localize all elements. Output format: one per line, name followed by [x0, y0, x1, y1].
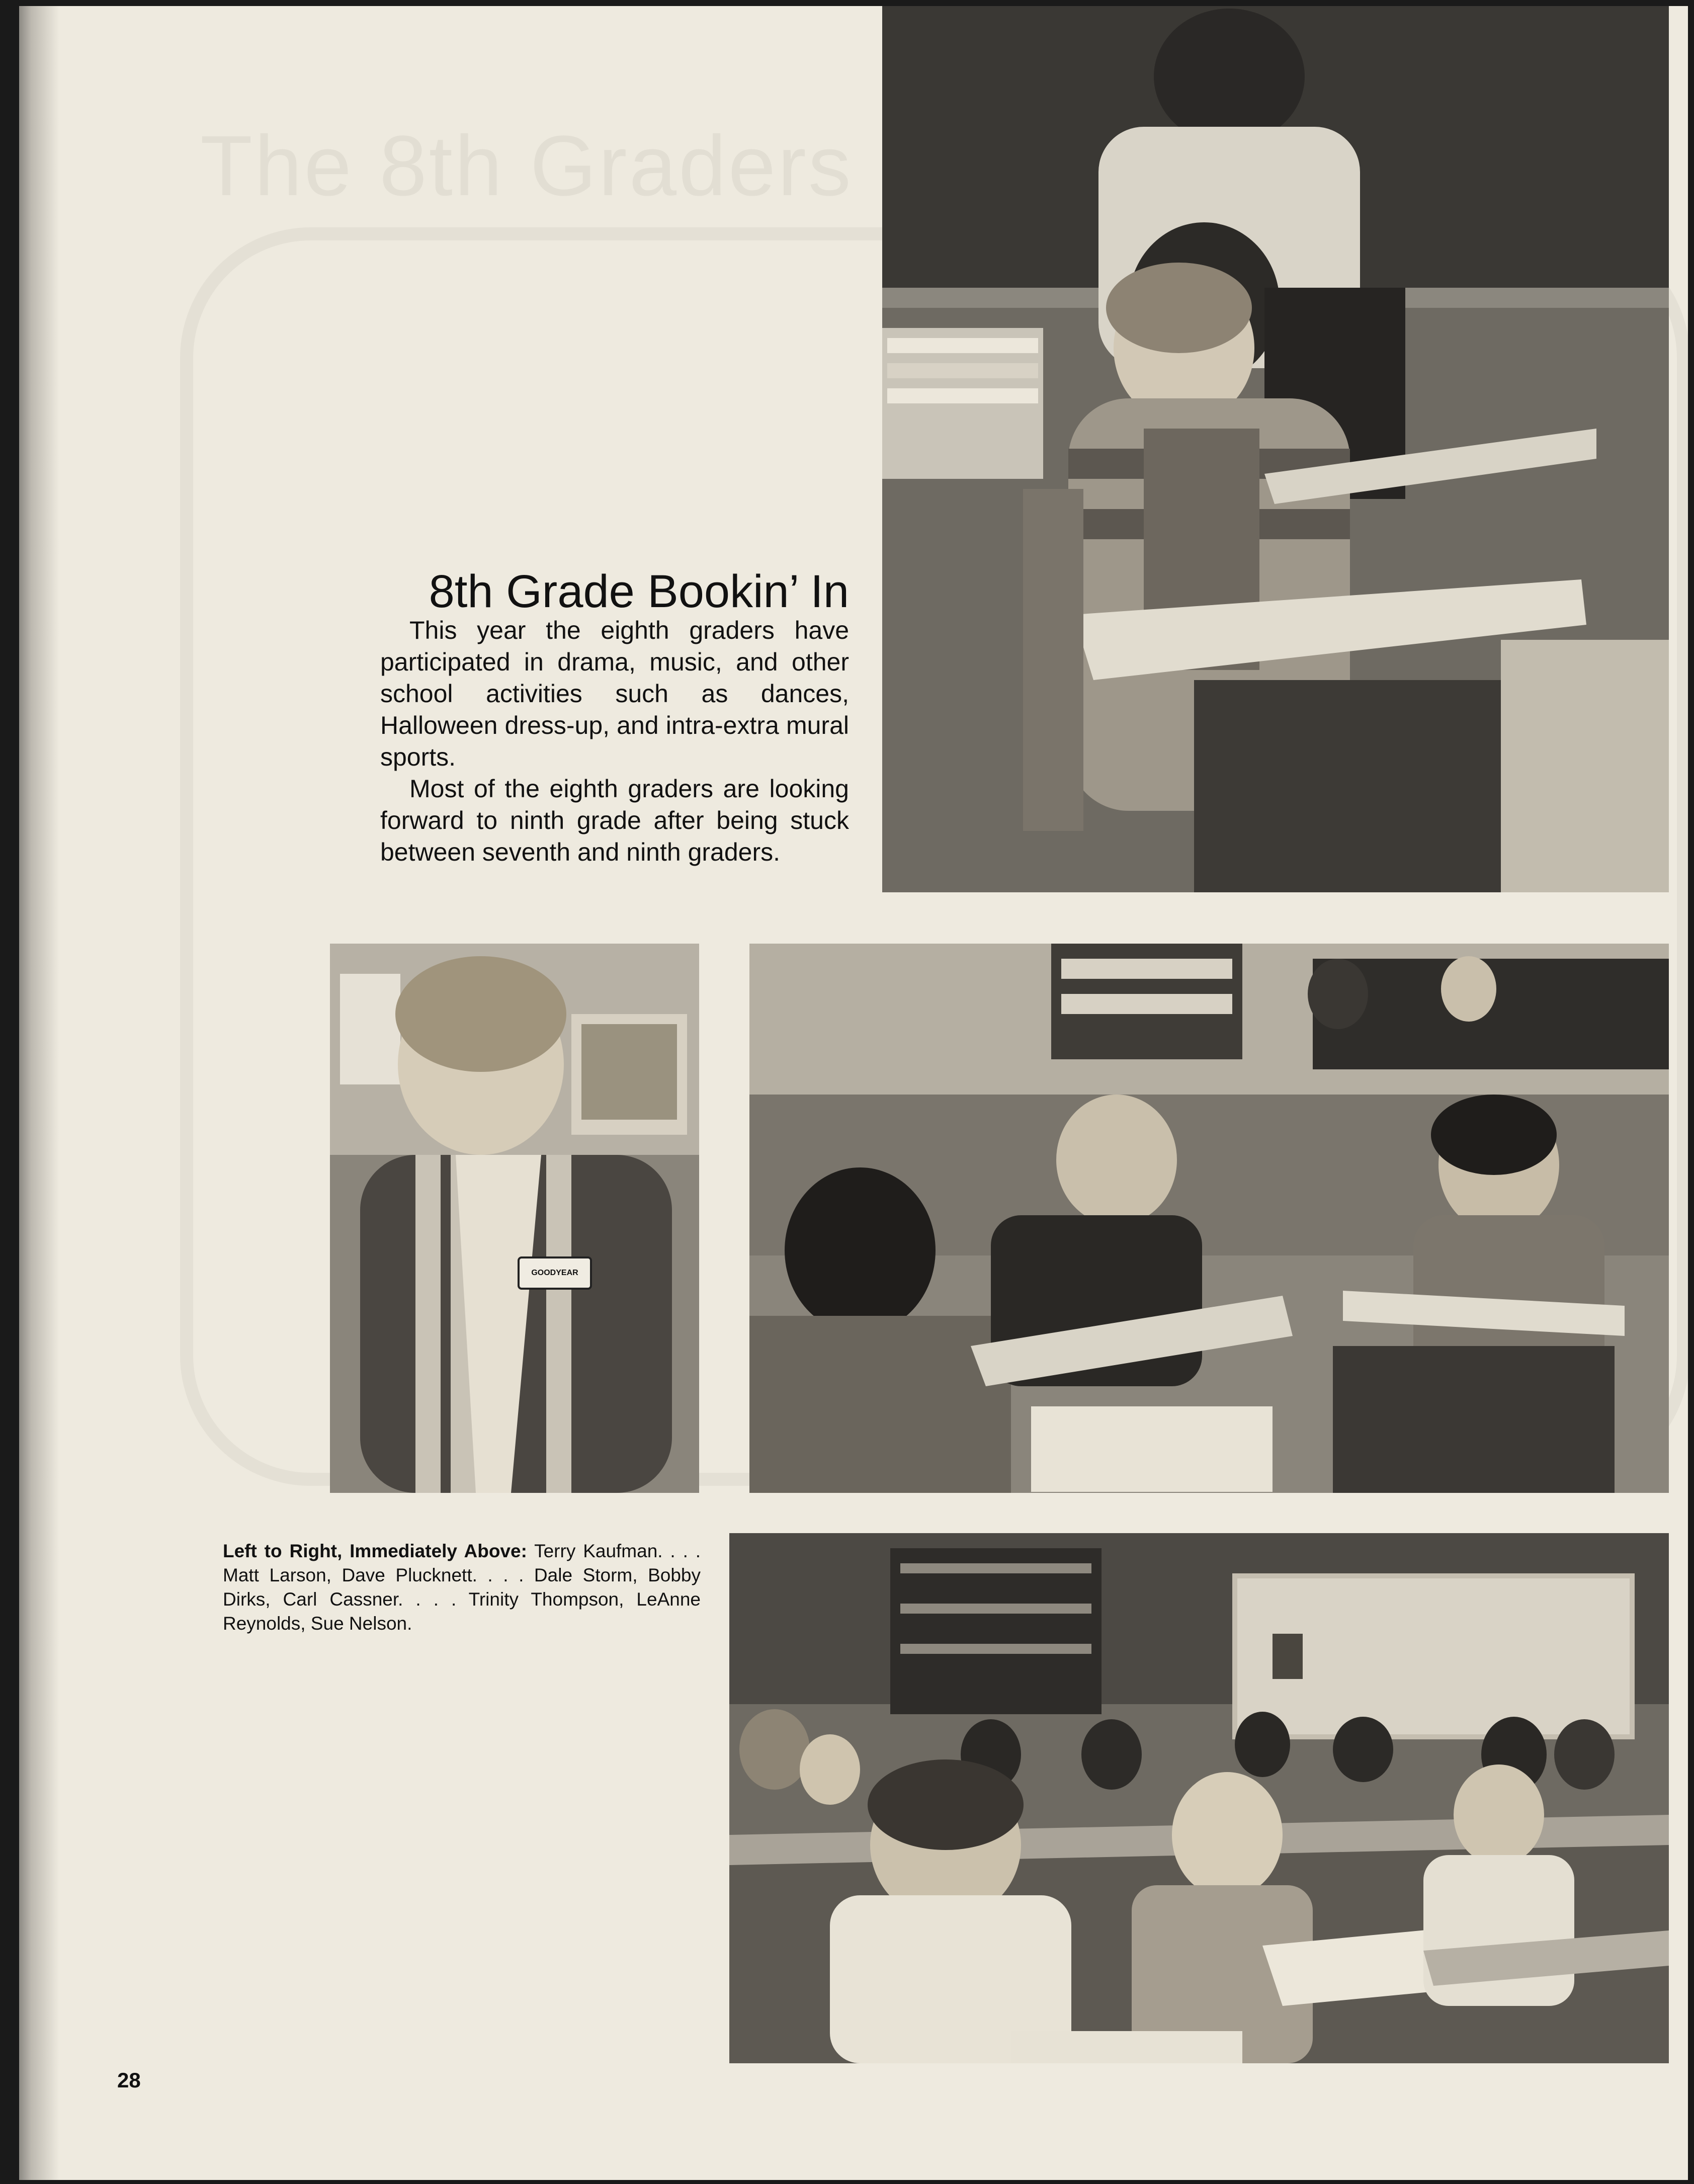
photo-students-at-chalkboard	[882, 6, 1669, 892]
photo-classroom-writing	[729, 1533, 1669, 2063]
caption-names: Terry Kaufman. . . . Matt Larson, Dave Plucknett. . . . Dale Storm, Bobby Dirks, Carl Cassner. . . . Trinity Thompson, LeAnne Reynolds, Sue Nelson.	[223, 1541, 701, 1634]
article-body	[380, 615, 849, 868]
body-paragraph-2: Most of the eighth graders are looking forward to ninth grade after being stuck between seventh and ninth graders.	[380, 775, 849, 866]
photo-caption	[223, 1539, 701, 1636]
article-headline: 8th Grade Bookin’ In	[429, 565, 849, 617]
yearbook-page	[19, 6, 1688, 2180]
body-paragraph-1: This year the eighth graders have participated in drama, music, and other school activities such as dances, Halloween dress-up, and intra-extra mural sports.	[380, 616, 849, 771]
page-binding-shadow	[19, 6, 59, 2180]
page-number: 28	[117, 2068, 141, 2092]
ghost-title-showthrough: The 8th Graders	[200, 118, 853, 214]
photo-students-chatting-at-desks	[749, 944, 1669, 1493]
caption-lead: Left to Right, Immediately Above:	[223, 1541, 527, 1561]
photo-student-in-jacket	[330, 944, 699, 1493]
jacket-patch: GOODYEAR	[518, 1256, 592, 1290]
